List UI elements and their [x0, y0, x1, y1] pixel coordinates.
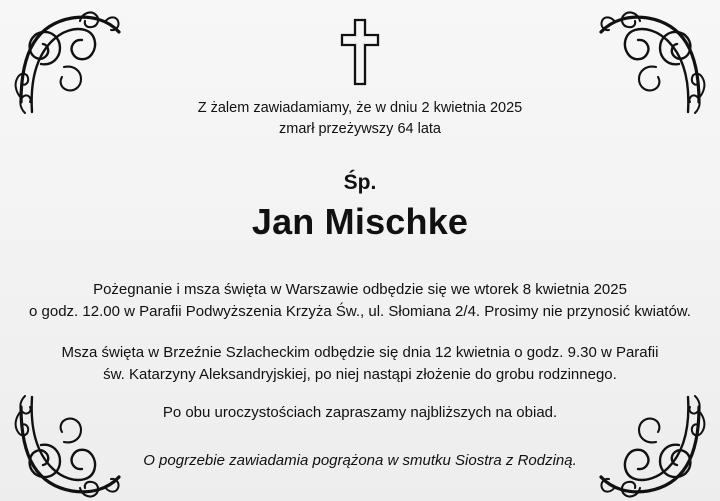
family-signature: O pogrzebie zawiadamia pogrążona w smutku Siostra z Rodziną.: [143, 452, 577, 469]
dinner-invitation: Po obu uroczystościach zapraszamy najbliższych na obiad.: [162, 404, 558, 421]
burial-service-line-1: Msza święta w Brzeźnie Szlacheckim odbędzie się dnia 12 kwietnia o godz. 9.30 w Parafii: [61, 344, 659, 361]
intro-line-1: Z żalem zawiadamiamy, że w dniu 2 kwietnia 2025: [197, 100, 523, 116]
cross-icon: [340, 18, 380, 86]
warsaw-service-paragraph: [0, 279, 720, 323]
deceased-name: Jan Mischke: [251, 201, 469, 242]
intro-text: [0, 98, 720, 140]
burial-service-paragraph: [0, 342, 720, 386]
burial-service-line-2: św. Katarzyny Aleksandryjskiej, po niej nastąpi złożenie do grobu rodzinnego.: [103, 366, 617, 383]
honorific: Śp.: [343, 171, 377, 194]
warsaw-service-line-2: o godz. 12.00 w Parafii Podwyższenia Krzyża Św., ul. Słomiana 2/4. Prosimy nie przynosić kwiatów.: [29, 303, 691, 320]
intro-line-2: zmarł przeżywszy 64 lata: [279, 121, 441, 137]
warsaw-service-line-1: Pożegnanie i msza święta w Warszawie odbędzie się we wtorek 8 kwietnia 2025: [93, 281, 627, 298]
